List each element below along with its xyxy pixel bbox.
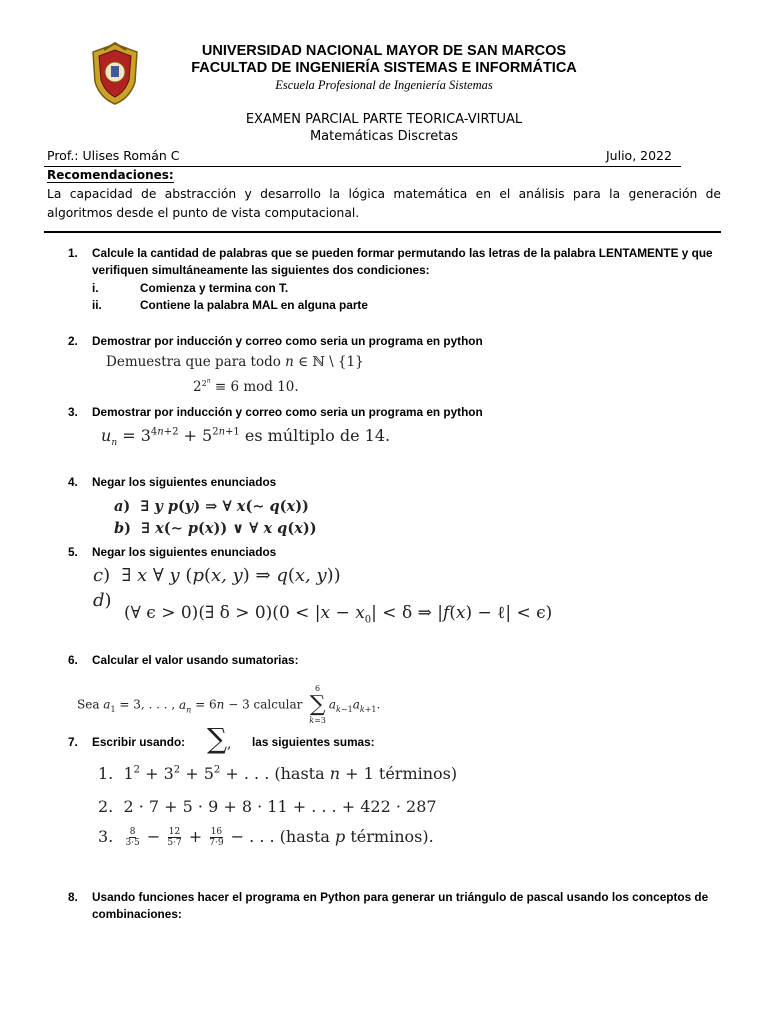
summation-symbol: ∑,	[207, 722, 232, 755]
math-expression: 1. $1^2 + 3^2 + 5^2$ + . . . (hasta n + 1 términos)	[98, 764, 458, 783]
recommendations-heading: Recomendaciones:	[47, 168, 174, 182]
university-name: UNIVERSIDAD NACIONAL MAYOR DE SAN MARCOS	[201, 43, 567, 59]
faculty-name: FACULTAD DE INGENIERÍA SISTEMAS E INFORMÁTICA	[191, 60, 577, 76]
question-number: 3.	[68, 405, 78, 419]
math-expression: b) ∃ x(∼ p(x)) ∨ ∀ x q(x))	[114, 520, 317, 537]
question-number: 5.	[68, 545, 78, 559]
math-expression: (∀ ϵ > 0)(∃ $\delta > 0)(0 < |x - x_0| < \delta$ ⇒ |f(x) − ℓ| < ϵ)	[124, 603, 553, 626]
question-text-before: Escribir usando:	[92, 735, 186, 749]
math-expression: c) ∃ x ∀ y (p(x, y) ⇒ q(x, y))	[93, 565, 341, 586]
school-name: Escuela Profesional de Ingeniería Sistemas	[275, 78, 493, 92]
subitem-marker: i.	[92, 281, 99, 295]
exam-date: Julio, 2022	[606, 148, 672, 163]
math-expression: Demuestra que para todo n ∈ ℕ \ {1}	[106, 354, 364, 370]
professor-name: Prof.: Ulises Román C	[47, 148, 180, 163]
section-divider	[44, 231, 721, 233]
question-number: 4.	[68, 475, 78, 489]
math-expression: 3. $\frac{8}{3\cdot 5}$ − $\frac{12}{5\cdot 7}$ + $\frac{16}{7\cdot 9}$ − . . . (hasta p términos).	[98, 827, 434, 848]
question-number: 6.	[68, 653, 78, 667]
math-expression: a) ∃ y p(y) ⇒ ∀ x(∼ q(x))	[114, 498, 309, 515]
course-name: Matemáticas Discretas	[309, 129, 459, 144]
math-expression: $2^{2^n} \equiv 6$ mod 10.	[193, 377, 299, 396]
math-expression: 2. 2 · 7 + 5 · 9 + 8 · 11 + . . . + 422 · 287	[98, 797, 437, 816]
subitem-marker: ii.	[92, 298, 102, 312]
math-expression: d)	[93, 590, 112, 611]
question-number: 1.	[68, 246, 78, 260]
exam-title: EXAMEN PARCIAL PARTE TEORICA-VIRTUAL	[245, 112, 523, 127]
summation-symbol: 6 ∑ k=3	[309, 684, 326, 725]
question-number: 8.	[68, 890, 78, 904]
question-text: Calcule la cantidad de palabras que se pueden formar permutando las letras de la palabra LENTAMENTE y que verifiquen simultáneamente las siguientes dos condiciones:	[92, 246, 713, 277]
question-text: Negar los siguientes enunciados	[92, 545, 277, 559]
question-number: 2.	[68, 334, 78, 348]
subitem-text: Comienza y termina con T.	[140, 281, 289, 295]
question-text: Usando funciones hacer el programa en Python para generar un triángulo de pascal usando los conceptos de combinaciones:	[92, 890, 709, 921]
question-number: 7.	[68, 735, 78, 749]
math-expression: Sea $a_1 = 3$, . . . , $a_n = 6n - 3$ calcular 6 ∑ k=3 $a_{k-1}a_{k+1}$.	[77, 684, 381, 725]
math-expression: $u_n = 3^{4n+2} + 5^{2n+1}$ es múltiplo de 14.	[101, 426, 391, 449]
question-text: Negar los siguientes enunciados	[92, 475, 277, 489]
question-text-after: las siguientes sumas:	[252, 735, 375, 749]
header-divider	[44, 166, 681, 167]
recommendations-text: La capacidad de abstracción y desarrollo la lógica matemática en el análisis para la generación de algoritmos desde el punto de vista computacional.	[47, 187, 721, 220]
subitem-text: Contiene la palabra MAL en alguna parte	[140, 298, 368, 312]
question-text: Calcular el valor usando sumatorias:	[92, 653, 299, 667]
question-text: Demostrar por inducción y correo como seria un programa en python	[92, 405, 483, 419]
question-text: Demostrar por inducción y correo como seria un programa en python	[92, 334, 483, 348]
